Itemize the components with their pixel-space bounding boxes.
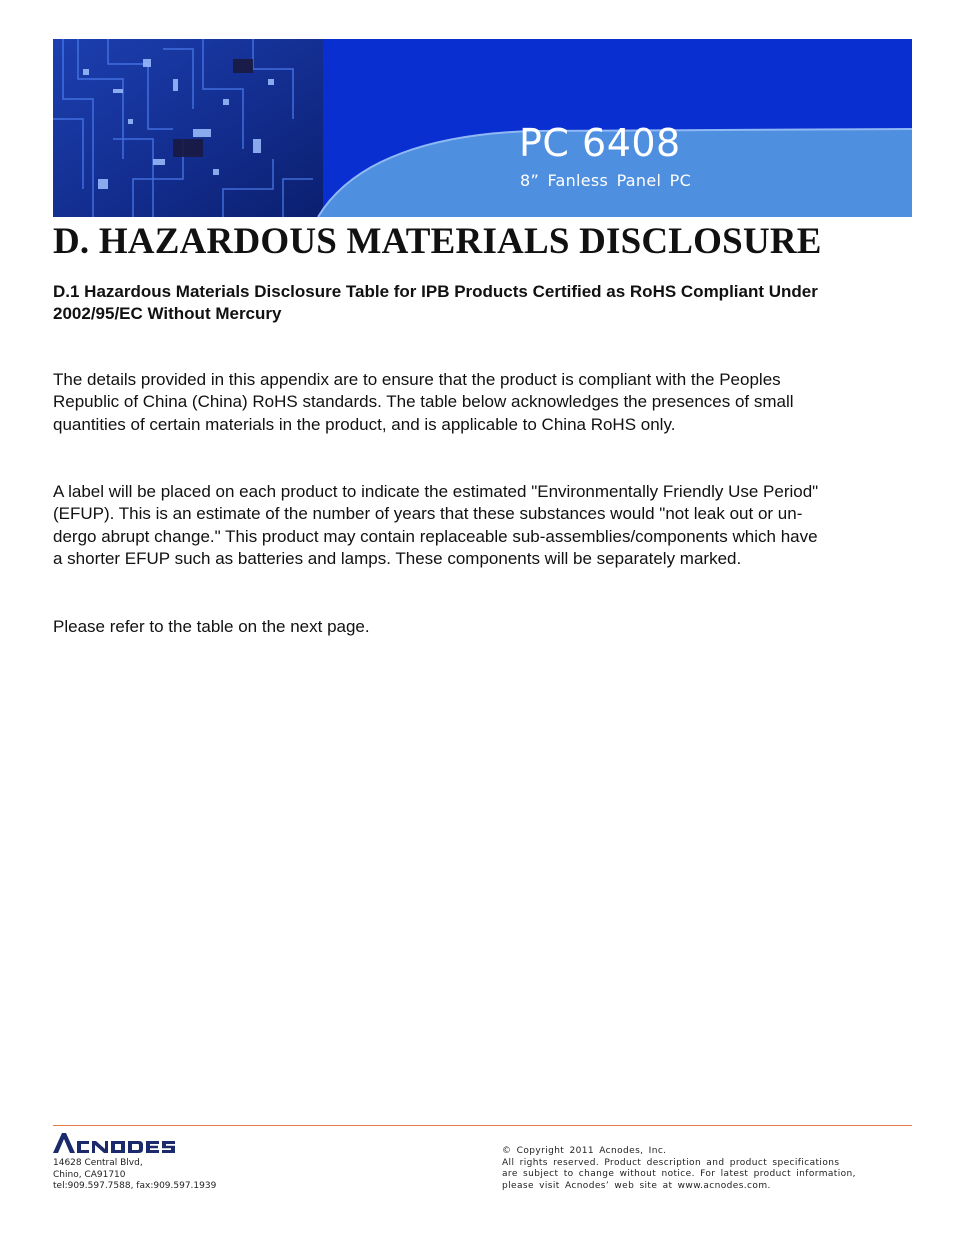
paragraph-efup-label [53,481,913,570]
product-title: PC 6408 [519,121,681,165]
paragraph-refer-table [53,616,913,638]
footer-divider [53,1125,912,1126]
address-line: Chino, CA91710 [53,1169,126,1180]
section-heading: D.1 Hazardous Materials Disclosure Table for IPB Products Certified as RoHS Compliant Under 2002/95/EC Without Mercury [53,282,818,323]
text-line: a shorter EFUP such as batteries and lamps. These components will be separately marked. [53,548,742,568]
copyright-notice [502,1146,872,1192]
banner-swoosh [53,39,912,217]
acnodes-logo [53,1131,213,1157]
contact-line: tel:909.597.7588, fax:909.597.1939 [53,1181,217,1191]
text-line: A label will be placed on each product to indicate the estimated "Environmentally Friendly Use Period" [53,482,819,501]
copyright-line: please visit Acnodes’ web site at www.acnodes.com. [502,1180,771,1191]
copyright-line: All rights reserved. Product description and product specifications [502,1157,840,1168]
address-line: 14628 Central Blvd, [53,1158,143,1168]
company-address [53,1158,216,1193]
product-subtitle: 8” Fanless Panel PC [520,171,692,190]
copyright-line: © Copyright 2011 Acnodes, Inc. [502,1146,667,1156]
text-line: (EFUP). This is an estimate of the number of years that these substances would "not leak out or un- [53,504,803,524]
text-line: Republic of China (China) RoHS standards. The table below acknowledges the presences of small [53,392,794,412]
text-line: The details provided in this appendix are to ensure that the product is compliant with the Peoples [53,370,781,389]
page-heading: D. HAZARDOUS MATERIALS DISCLOSURE [53,221,822,262]
text-line: dergo abrupt change." This product may contain replaceable sub-assemblies/components which have [53,526,818,546]
paragraph-rohs-details [53,369,913,436]
copyright-line: are subject to change without notice. For latest product information, [502,1169,856,1179]
text-line: quantities of certain materials in the product, and is applicable to China RoHS only. [53,414,676,434]
header-banner [53,39,912,217]
text-line: Please refer to the table on the next page. [53,617,370,636]
